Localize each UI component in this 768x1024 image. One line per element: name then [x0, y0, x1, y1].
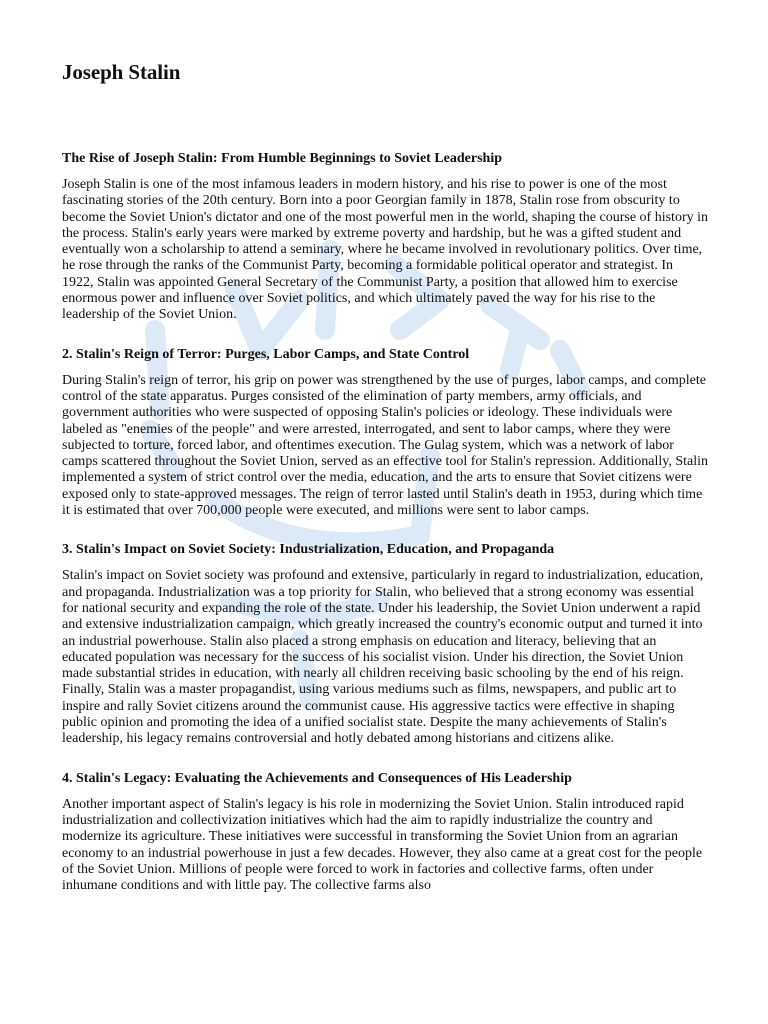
section-heading: 2. Stalin's Reign of Terror: Purges, Labor Camps, and State Control [62, 346, 470, 362]
section-paragraph: Another important aspect of Stalin's legacy is his role in modernizing the Soviet Union. Stalin introduced rapid industrialization and collectivization initiatives which had the aim to rapidly industrialize the country and modernize its agriculture. These initiatives were successful in transforming the Soviet Union from an agrarian economy to an industrial powerhouse in just a few decades. However, they also came at a great cost for the people of the Soviet Union. Millions of people were forced to work in factories and collective farms, often under inhumane conditions and with little pay. The collective farms also [62, 796, 703, 894]
section-heading: 4. Stalin's Legacy: Evaluating the Achievements and Consequences of His Leadership [62, 770, 572, 786]
section-heading: The Rise of Joseph Stalin: From Humble Beginnings to Soviet Leadership [62, 151, 503, 166]
document-title: Joseph Stalin [62, 60, 181, 84]
document-content [62, 150, 708, 894]
section-paragraph: Joseph Stalin is one of the most infamous leaders in modern history, and his rise to power is one of the most fascinating stories of the 20th century. Born into a poor Georgian family in 1878, Stalin rose from obscurity to become the Soviet Union's dictator and one of the most powerful men in the world, shaping the course of history in the process. Stalin's early years were marked by extreme poverty and hardship, but he was a gifted student and eventually won a scholarship to attend a seminary, where he became involved in revolutionary politics. Over time, he rose through the ranks of the Communist Party, becoming a formidable political operator and strategist. In 1922, Stalin was appointed General Secretary of the Communist Party, a position that allowed him to exercise enormous power and influence over Soviet politics, and which ultimately paved the way for his rise to the leadership of the Soviet Union. [62, 177, 708, 323]
section-heading: 3. Stalin's Impact on Soviet Society: Industrialization, Education, and Propaganda [62, 542, 555, 558]
section-paragraph: During Stalin's reign of terror, his grip on power was strengthened by the use of purges, labor camps, and complete control of the state apparatus. Purges consisted of the elimination of party members, army officials, and government authorities who were suspected of opposing Stalin's policies or ideology. These individuals were labeled as "enemies of the people" and were arrested, interrogated, and sent to labor camps, where they were subjected to torture, forced labor, and oftentimes execution. The Gulag system, which was a network of labor camps scattered throughout the Soviet Union, served as an effective tool for Stalin's repression. Additionally, Stalin implemented a system of strict control over the media, education, and the arts to ensure that Soviet citizens were exposed only to state-approved messages. The reign of terror lasted until Stalin's death in 1953, during which time it is estimated that over 700,000 people were executed, and millions were sent to labor camps. [62, 372, 708, 519]
section-paragraph: Stalin's impact on Soviet society was profound and extensive, particularly in regard to industrialization, education, and propaganda. Industrialization was a top priority for Stalin, who believed that a strong economy was essential for national security and expanding the role of the state. Under his leadership, the Soviet Union underwent a rapid and extensive industrialization campaign, which greatly increased the country's economic output and turned it into an industrial powerhouse. Stalin also placed a strong emphasis on education and literacy, believing that an educated population was necessary for the success of his socialist vision. Under his direction, the Soviet Union made substantial strides in education, with nearly all children receiving basic schooling by the end of his reign. Finally, Stalin was a master propagandist, using various mediums such as films, newspapers, and public art to inspire and rally Soviet citizens around the communist cause. His aggressive tactics were effective in shaping public opinion and promoting the idea of a unified socialist state. Despite the many achievements of Stalin's leadership, his legacy remains controversial and hotly debated among historians and citizens alike. [62, 568, 704, 747]
section-rise-of-stalin [62, 150, 708, 324]
section-legacy [62, 770, 708, 895]
section-impact-on-society [62, 541, 708, 747]
section-reign-of-terror [62, 346, 708, 520]
